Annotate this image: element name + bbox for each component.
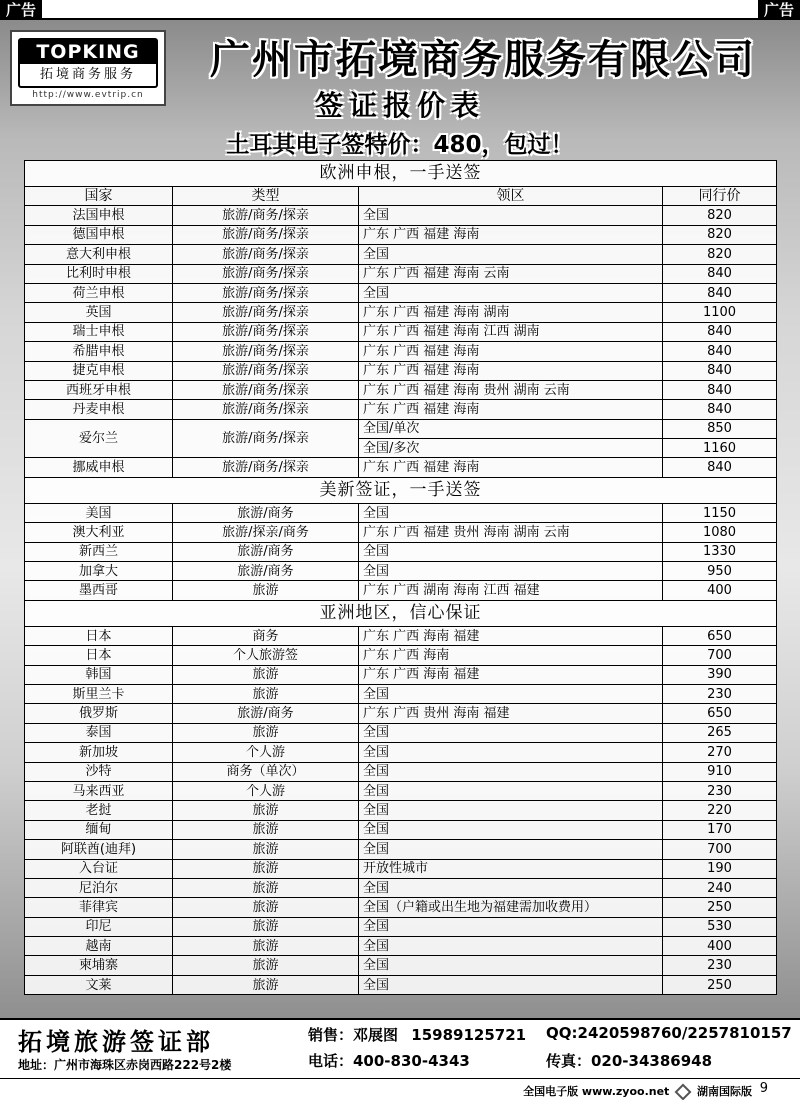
- column-header-price: 同行价: [663, 187, 777, 206]
- table-row: [25, 665, 777, 684]
- region-cell: 全国: [359, 562, 663, 581]
- price-cell: 270: [663, 743, 777, 762]
- table-row: [25, 303, 777, 322]
- price-cell: 700: [663, 646, 777, 665]
- type-cell: 旅游/商务: [173, 503, 359, 522]
- table-row: [25, 859, 777, 878]
- region-cell: 全国: [359, 542, 663, 561]
- region-cell: 广东 广西 海南: [359, 646, 663, 665]
- type-cell: 旅游/商务/探亲: [173, 303, 359, 322]
- region-cell: 广东 广西 福建 海南 湖南: [359, 303, 663, 322]
- type-cell: 旅游/商务/探亲: [173, 419, 359, 458]
- telephone: 电话：400-830-4343: [308, 1052, 470, 1070]
- country-cell: 新西兰: [25, 542, 173, 561]
- region-cell: 全国: [359, 684, 663, 703]
- region-cell: 广东 广西 海南 福建: [359, 665, 663, 684]
- region-cell: 全国: [359, 762, 663, 781]
- type-cell: 旅游: [173, 581, 359, 600]
- column-header-row: [25, 187, 777, 206]
- table-row: [25, 342, 777, 361]
- region-cell: 广东 广西 福建 海南 云南: [359, 264, 663, 283]
- table-row-ireland: [25, 419, 777, 438]
- region-cell: 全国: [359, 956, 663, 975]
- sales-label: 销售：: [308, 1026, 354, 1044]
- table-row: [25, 626, 777, 645]
- region-cell: 广东 广西 福建 海南 贵州 湖南 云南: [359, 380, 663, 399]
- price-cell: 840: [663, 342, 777, 361]
- type-cell: 个人游: [173, 781, 359, 800]
- qq-contact: QQ:2420598760/2257810157: [546, 1024, 792, 1042]
- region-cell: 全国（户籍或出生地为福建需加收费用）: [359, 898, 663, 917]
- table-row: [25, 743, 777, 762]
- table-row: [25, 820, 777, 839]
- region-cell: 全国: [359, 245, 663, 264]
- section-header-row: [25, 161, 777, 187]
- table-row: [25, 975, 777, 994]
- sales-contact: [308, 1024, 526, 1045]
- type-cell: 旅游/商务/探亲: [173, 342, 359, 361]
- region-cell: 广东 广西 贵州 海南 福建: [359, 704, 663, 723]
- price-list-title: 签证报价表: [314, 89, 485, 122]
- table-row: [25, 723, 777, 742]
- country-cell: 缅甸: [25, 820, 173, 839]
- price-cell: 1330: [663, 542, 777, 561]
- section-title: 欧洲申根，一手送签: [25, 161, 777, 187]
- country-cell: 俄罗斯: [25, 704, 173, 723]
- region-cell: 全国: [359, 820, 663, 839]
- table-row: [25, 937, 777, 956]
- type-cell: 个人游: [173, 743, 359, 762]
- region-cell: 全国/多次: [359, 439, 663, 458]
- price-cell: 820: [663, 225, 777, 244]
- turkey-promo: 土耳其电子签特价：480，包过！: [226, 132, 574, 158]
- price-cell: 820: [663, 245, 777, 264]
- country-cell: 入台证: [25, 859, 173, 878]
- table-row: [25, 503, 777, 522]
- region-cell: 全国: [359, 283, 663, 302]
- price-cell: 840: [663, 458, 777, 477]
- price-cell: 1100: [663, 303, 777, 322]
- table-row: [25, 562, 777, 581]
- price-cell: 840: [663, 322, 777, 341]
- edition-left: 全国电子版 www.zyoo.net: [523, 1085, 670, 1098]
- type-cell: 旅游: [173, 723, 359, 742]
- type-cell: 旅游/商务/探亲: [173, 458, 359, 477]
- logo-cn: 拓境商务服务: [39, 67, 136, 82]
- logo-url: http://www.evtrip.cn: [32, 90, 144, 100]
- table-row: [25, 581, 777, 600]
- type-cell: 旅游: [173, 840, 359, 859]
- country-cell: 文莱: [25, 975, 173, 994]
- region-cell: 全国: [359, 206, 663, 225]
- price-cell: 230: [663, 956, 777, 975]
- price-cell: 850: [663, 419, 777, 438]
- diamond-emblem-icon: [675, 1084, 692, 1100]
- region-cell: 广东 广西 福建 海南: [359, 400, 663, 419]
- country-cell: 比利时申根: [25, 264, 173, 283]
- ad-label-right: 广告: [758, 0, 800, 20]
- price-cell: 1080: [663, 523, 777, 542]
- table-row: [25, 781, 777, 800]
- region-cell: 广东 广西 福建 海南: [359, 225, 663, 244]
- price-cell: 170: [663, 820, 777, 839]
- country-cell: 法国申根: [25, 206, 173, 225]
- visa-price-table-wrap: [24, 160, 776, 995]
- type-cell: 旅游/商务/探亲: [173, 283, 359, 302]
- region-cell: 全国: [359, 840, 663, 859]
- country-cell: 老挝: [25, 801, 173, 820]
- type-cell: 旅游: [173, 956, 359, 975]
- type-cell: 旅游/商务/探亲: [173, 361, 359, 380]
- price-cell: 400: [663, 581, 777, 600]
- price-cell: 250: [663, 898, 777, 917]
- type-cell: 旅游/商务/探亲: [173, 264, 359, 283]
- type-cell: 旅游/商务/探亲: [173, 225, 359, 244]
- price-cell: 190: [663, 859, 777, 878]
- price-cell: 840: [663, 283, 777, 302]
- contact-footer: [0, 1018, 800, 1078]
- type-cell: 旅游: [173, 917, 359, 936]
- country-cell: 日本: [25, 626, 173, 645]
- table-row: [25, 801, 777, 820]
- type-cell: 旅游/商务: [173, 704, 359, 723]
- country-cell: 荷兰申根: [25, 283, 173, 302]
- type-cell: 商务: [173, 626, 359, 645]
- price-cell: 650: [663, 626, 777, 645]
- type-cell: 旅游: [173, 898, 359, 917]
- country-cell: 尼泊尔: [25, 878, 173, 897]
- edition-right: 湖南国际版: [697, 1085, 752, 1098]
- region-cell: 全国: [359, 975, 663, 994]
- table-row-norway: [25, 458, 777, 477]
- region-cell: 广东 广西 海南 福建: [359, 626, 663, 645]
- region-cell: 全国: [359, 743, 663, 762]
- price-cell: 840: [663, 400, 777, 419]
- price-cell: 220: [663, 801, 777, 820]
- table-row: [25, 684, 777, 703]
- price-cell: 1150: [663, 503, 777, 522]
- country-cell: 新加坡: [25, 743, 173, 762]
- type-cell: 旅游/商务: [173, 542, 359, 561]
- country-cell: 希腊申根: [25, 342, 173, 361]
- country-cell: 马来西亚: [25, 781, 173, 800]
- type-cell: 旅游/商务/探亲: [173, 380, 359, 399]
- table-row: [25, 264, 777, 283]
- price-cell: 910: [663, 762, 777, 781]
- price-cell: 840: [663, 361, 777, 380]
- type-cell: 商务（单次）: [173, 762, 359, 781]
- address: 地址：广州市海珠区赤岗西路222号2楼: [18, 1058, 232, 1072]
- table-row: [25, 878, 777, 897]
- table-row: [25, 840, 777, 859]
- country-cell: 捷克申根: [25, 361, 173, 380]
- topking-logo: [10, 30, 166, 106]
- country-cell: 墨西哥: [25, 581, 173, 600]
- column-header-country: 国家: [25, 187, 173, 206]
- price-cell: 400: [663, 937, 777, 956]
- country-cell: 柬埔寨: [25, 956, 173, 975]
- country-cell: 西班牙申根: [25, 380, 173, 399]
- table-row: [25, 523, 777, 542]
- type-cell: 旅游: [173, 665, 359, 684]
- price-cell: 240: [663, 878, 777, 897]
- country-cell: 菲律宾: [25, 898, 173, 917]
- region-cell: 全国: [359, 781, 663, 800]
- table-row: [25, 206, 777, 225]
- type-cell: 旅游: [173, 820, 359, 839]
- country-cell: 加拿大: [25, 562, 173, 581]
- region-cell: 开放性城市: [359, 859, 663, 878]
- logo-brand: TOPKING: [20, 40, 156, 64]
- country-cell: 阿联酋(迪拜): [25, 840, 173, 859]
- type-cell: 旅游/商务/探亲: [173, 322, 359, 341]
- type-cell: 旅游: [173, 859, 359, 878]
- price-cell: 250: [663, 975, 777, 994]
- page-number: 9: [759, 1081, 768, 1096]
- price-cell: 530: [663, 917, 777, 936]
- table-row: [25, 245, 777, 264]
- visa-price-table: [24, 160, 777, 995]
- region-cell: 全国/单次: [359, 419, 663, 438]
- price-cell: 840: [663, 264, 777, 283]
- type-cell: 旅游: [173, 878, 359, 897]
- country-cell: 韩国: [25, 665, 173, 684]
- country-cell: 沙特: [25, 762, 173, 781]
- region-cell: 广东 广西 福建 海南 江西 湖南: [359, 322, 663, 341]
- sales-name: 邓展图: [353, 1026, 399, 1044]
- region-cell: 广东 广西 湖南 海南 江西 福建: [359, 581, 663, 600]
- table-row: [25, 225, 777, 244]
- table-row: [25, 917, 777, 936]
- region-cell: 广东 广西 福建 海南: [359, 458, 663, 477]
- country-cell: 澳大利亚: [25, 523, 173, 542]
- table-row: [25, 400, 777, 419]
- region-cell: 全国: [359, 878, 663, 897]
- type-cell: 旅游/商务: [173, 562, 359, 581]
- country-cell: 爱尔兰: [25, 419, 173, 458]
- table-row: [25, 542, 777, 561]
- type-cell: 旅游: [173, 684, 359, 703]
- type-cell: 旅游/商务/探亲: [173, 400, 359, 419]
- section-title: 亚洲地区，信心保证: [25, 600, 777, 626]
- country-cell: 丹麦申根: [25, 400, 173, 419]
- region-cell: 全国: [359, 801, 663, 820]
- price-cell: 390: [663, 665, 777, 684]
- edition-bar: [0, 1078, 800, 1100]
- country-cell: 英国: [25, 303, 173, 322]
- table-row: [25, 322, 777, 341]
- country-cell: 德国申根: [25, 225, 173, 244]
- section-header-row: [25, 600, 777, 626]
- region-cell: 全国: [359, 723, 663, 742]
- fax: 传真：020-34386948: [546, 1052, 713, 1070]
- region-cell: 广东 广西 福建 海南: [359, 361, 663, 380]
- price-cell: 950: [663, 562, 777, 581]
- country-cell: 日本: [25, 646, 173, 665]
- country-cell: 瑞士申根: [25, 322, 173, 341]
- type-cell: 旅游: [173, 975, 359, 994]
- company-name: 广州市拓境商务服务有限公司: [210, 37, 756, 83]
- type-cell: 旅游/商务/探亲: [173, 206, 359, 225]
- type-cell: 旅游/商务/探亲: [173, 245, 359, 264]
- price-cell: 820: [663, 206, 777, 225]
- section-header-row: [25, 477, 777, 503]
- region-cell: 广东 广西 福建 海南: [359, 342, 663, 361]
- country-cell: 印尼: [25, 917, 173, 936]
- section-title: 美新签证，一手送签: [25, 477, 777, 503]
- ad-label-left: 广告: [0, 0, 42, 20]
- table-row: [25, 956, 777, 975]
- table-row: [25, 704, 777, 723]
- type-cell: 旅游: [173, 801, 359, 820]
- type-cell: 旅游/探亲/商务: [173, 523, 359, 542]
- price-cell: 700: [663, 840, 777, 859]
- type-cell: 旅游: [173, 937, 359, 956]
- table-row: [25, 898, 777, 917]
- edition-label: [523, 1083, 752, 1099]
- country-cell: 斯里兰卡: [25, 684, 173, 703]
- price-cell: 1160: [663, 439, 777, 458]
- visa-department-name: 拓境旅游签证部: [18, 1027, 214, 1056]
- table-row: [25, 380, 777, 399]
- country-cell: 越南: [25, 937, 173, 956]
- country-cell: 美国: [25, 503, 173, 522]
- price-cell: 230: [663, 781, 777, 800]
- type-cell: 个人旅游签: [173, 646, 359, 665]
- column-header-region: 领区: [359, 187, 663, 206]
- price-cell: 230: [663, 684, 777, 703]
- country-cell: 挪威申根: [25, 458, 173, 477]
- sales-phone: 15989125721: [411, 1026, 527, 1044]
- country-cell: 泰国: [25, 723, 173, 742]
- table-row: [25, 762, 777, 781]
- table-row: [25, 361, 777, 380]
- price-cell: 265: [663, 723, 777, 742]
- country-cell: 意大利申根: [25, 245, 173, 264]
- region-cell: 广东 广西 福建 贵州 海南 湖南 云南: [359, 523, 663, 542]
- price-cell: 650: [663, 704, 777, 723]
- region-cell: 全国: [359, 503, 663, 522]
- price-cell: 840: [663, 380, 777, 399]
- top-rule: [0, 18, 800, 20]
- region-cell: 全国: [359, 937, 663, 956]
- table-row: [25, 283, 777, 302]
- column-header-type: 类型: [173, 187, 359, 206]
- region-cell: 全国: [359, 917, 663, 936]
- table-row: [25, 646, 777, 665]
